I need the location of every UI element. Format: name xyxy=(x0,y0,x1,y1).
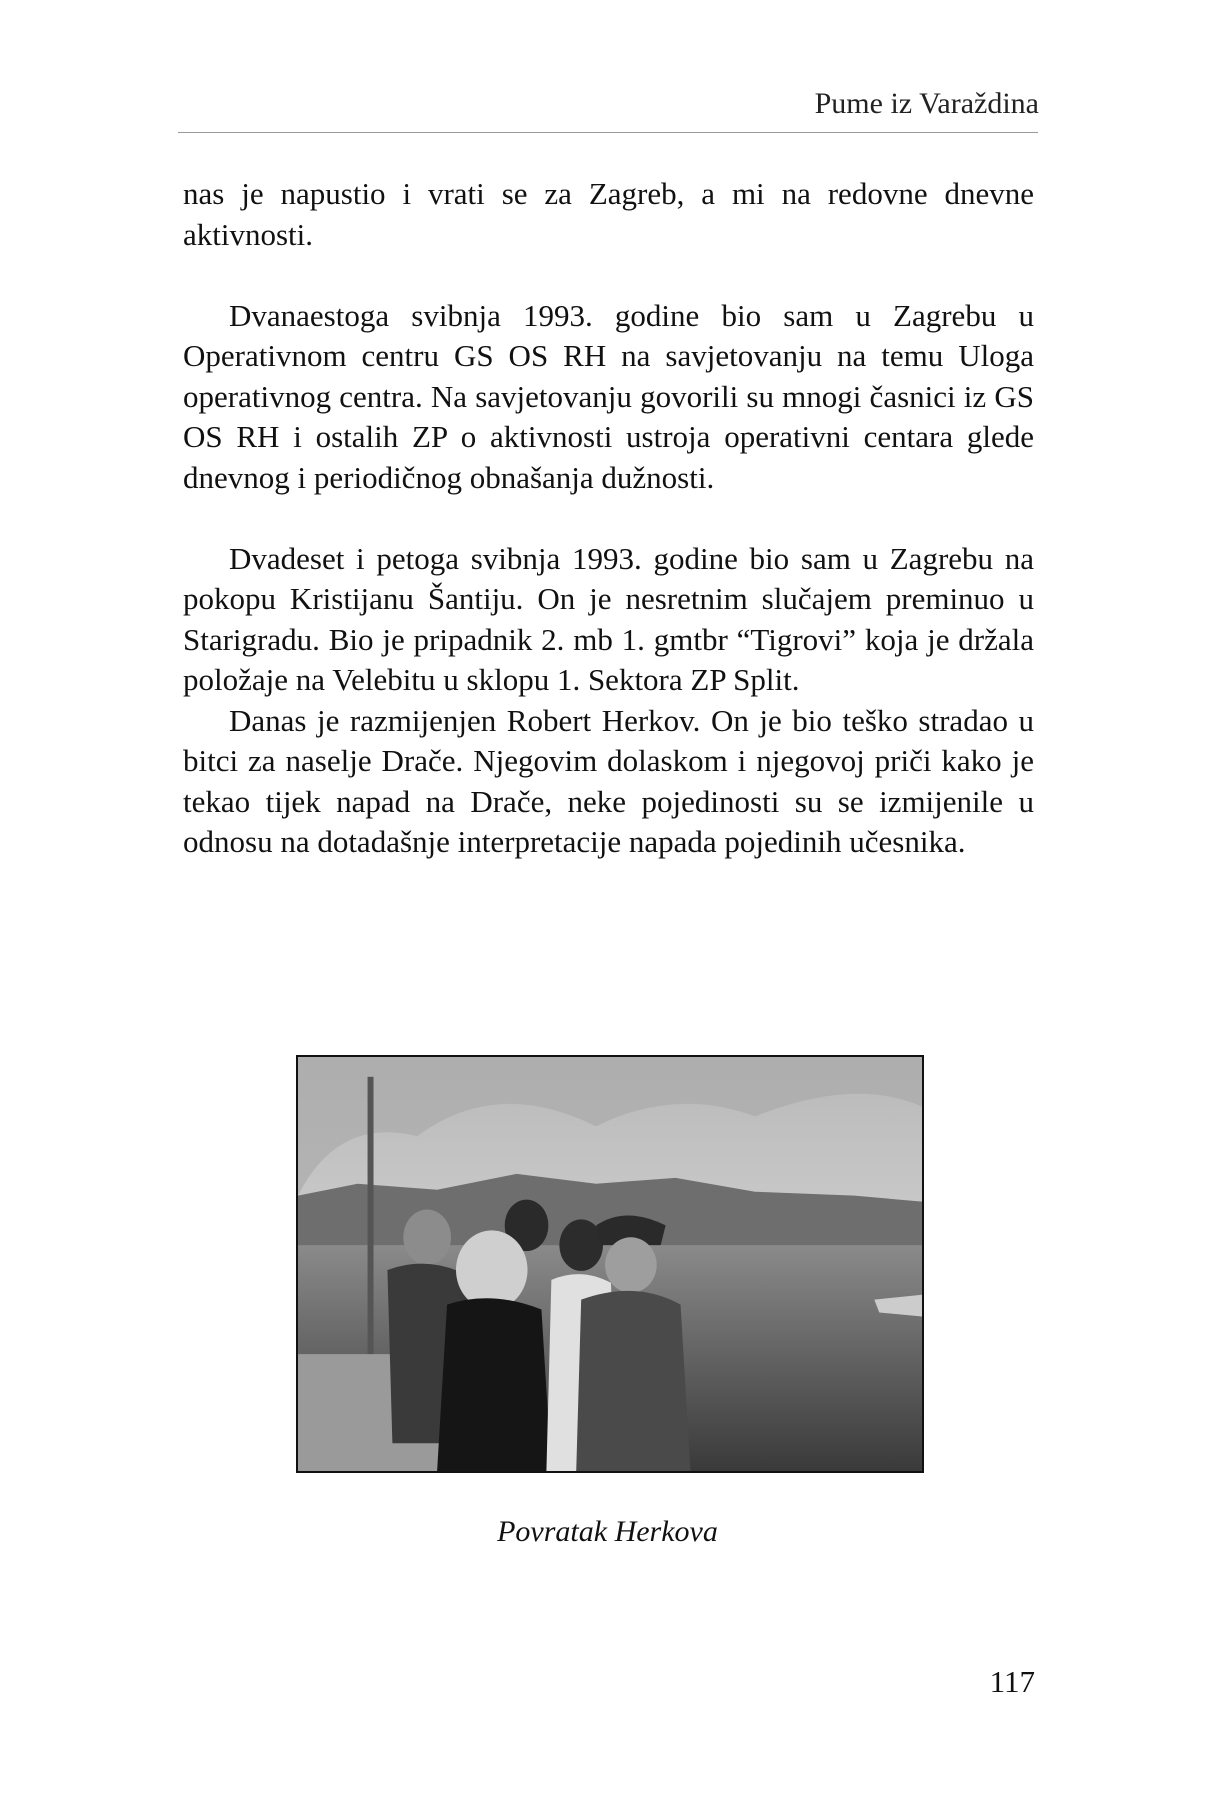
paragraph-4: Danas je razmijenjen Robert Herkov. On je bio teško stradao u bitci za naselje Drače. Njegovim dolaskom i njegovoj priči kako je tekao tijek napad na Drače, neke pojedinosti su se izmijenile u odnosu na dotadašnje interpretacije napada pojedinih učesnika. xyxy=(183,702,1034,859)
photo-image xyxy=(298,1057,922,1471)
photo-return-herkov xyxy=(296,1055,924,1473)
photo-person-3-hair xyxy=(456,1230,528,1309)
photo-person-4-head xyxy=(559,1219,603,1271)
body-text xyxy=(183,174,1034,863)
photo-person-3-body xyxy=(437,1298,551,1471)
paragraph-1: nas je napustio i vrati se za Zagreb, a mi na redovne dnevne aktivnosti. xyxy=(183,176,1034,252)
photo-person-5-body xyxy=(576,1291,690,1471)
header-rule xyxy=(178,132,1038,133)
photo-person-5-head xyxy=(605,1237,657,1292)
figure-caption: Povratak Herkova xyxy=(497,1515,718,1548)
page-number: 117 xyxy=(989,1664,1035,1699)
paragraph-2: Dvanaestoga svibnja 1993. godine bio sam u Zagrebu u Operativnom centru GS OS RH na savjetovanju na temu Uloga operativnog centra. Na savjetovanju govorili su mnogi časnici iz GS OS RH i ostalih ZP o aktivnosti ustroja operativni centara glede dnevnog i periodičnog obnašanja dužnosti. xyxy=(183,297,1034,495)
running-header: Pume iz Varaždina xyxy=(814,87,1039,120)
paragraph-3: Dvadeset i petoga svibnja 1993. godine bio sam u Zagrebu na pokopu Kristijanu Šantiju. On je nesretnim slučajem preminuo u Starigradu. Bio je pripadnik 2. mb 1. gmtbr “Tigrovi” koja je držala položaje na Velebitu u sklopu 1. Sektora ZP Split. xyxy=(183,540,1034,697)
photo-person-1-head xyxy=(403,1210,451,1265)
